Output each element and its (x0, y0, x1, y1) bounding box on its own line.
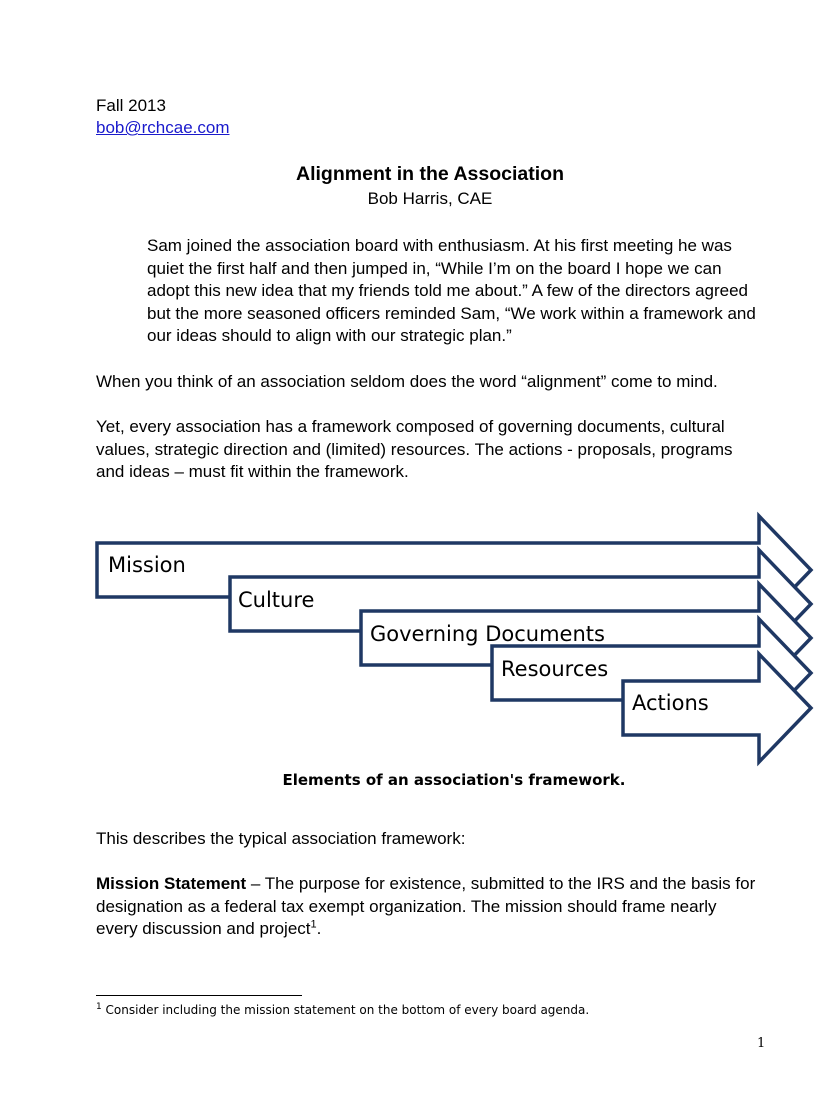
arrow-label-governing-documents: Governing Documents (370, 622, 605, 646)
date-line: Fall 2013 (96, 96, 166, 115)
framework-line: Yet, every association has a framework composed of governing documents, cultural (96, 417, 725, 436)
page-number: 1 (757, 1036, 766, 1051)
arrow-label-actions: Actions (632, 691, 709, 715)
intro-line: quiet the first half and then jumped in, “While I’m on the board I hope we can (147, 258, 722, 278)
intro-line: but the more seasoned officers reminded Sam, “We work within a framework and (147, 303, 756, 323)
intro-line: Sam joined the association board with enthusiasm. At his first meeting he was (147, 236, 732, 255)
author-email-link[interactable]: bob@rchcae.com (96, 118, 230, 137)
article-title: Alignment in the Association (296, 163, 564, 185)
article-author: Bob Harris, CAE (367, 189, 493, 208)
framework-line: values, strategic direction and (limited) resources. The actions - proposals, programs (96, 439, 733, 459)
arrow-label-resources: Resources (501, 657, 609, 681)
framework-line: and ideas – must fit within the framework. (96, 462, 409, 481)
footnote-text: Consider including the mission statement on the bottom of every board agenda. (101, 1003, 590, 1017)
intro-line: our ideas should to align with our strategic plan.” (147, 326, 512, 345)
paragraph-mission-statement (96, 873, 755, 941)
mission-line-end: . (316, 919, 322, 938)
paragraph-alignment: When you think of an association seldom does the word “alignment” come to mind. (96, 372, 718, 391)
footnote (96, 1003, 589, 1017)
arrow-label-mission: Mission (108, 553, 186, 577)
mission-term: Mission Statement (96, 874, 247, 893)
mission-line: designation as a federal tax exempt organization. The mission should frame nearly (96, 896, 717, 916)
intro-line: adopt this new idea that my friends told me about.” A few of the directors agreed (147, 281, 749, 300)
arrow-label-culture: Culture (238, 588, 315, 612)
footnote-number: 1 (96, 1002, 102, 1012)
figure-caption: Elements of an association's framework. (282, 771, 626, 789)
paragraph-typical-framework: This describes the typical association framework: (96, 829, 466, 848)
footnote-reference[interactable]: 1 (310, 918, 317, 931)
footnote-separator (96, 995, 302, 996)
mission-line: – The purpose for existence, submitted to the IRS and the basis for (246, 874, 756, 893)
mission-line: every discussion and project (96, 919, 311, 938)
